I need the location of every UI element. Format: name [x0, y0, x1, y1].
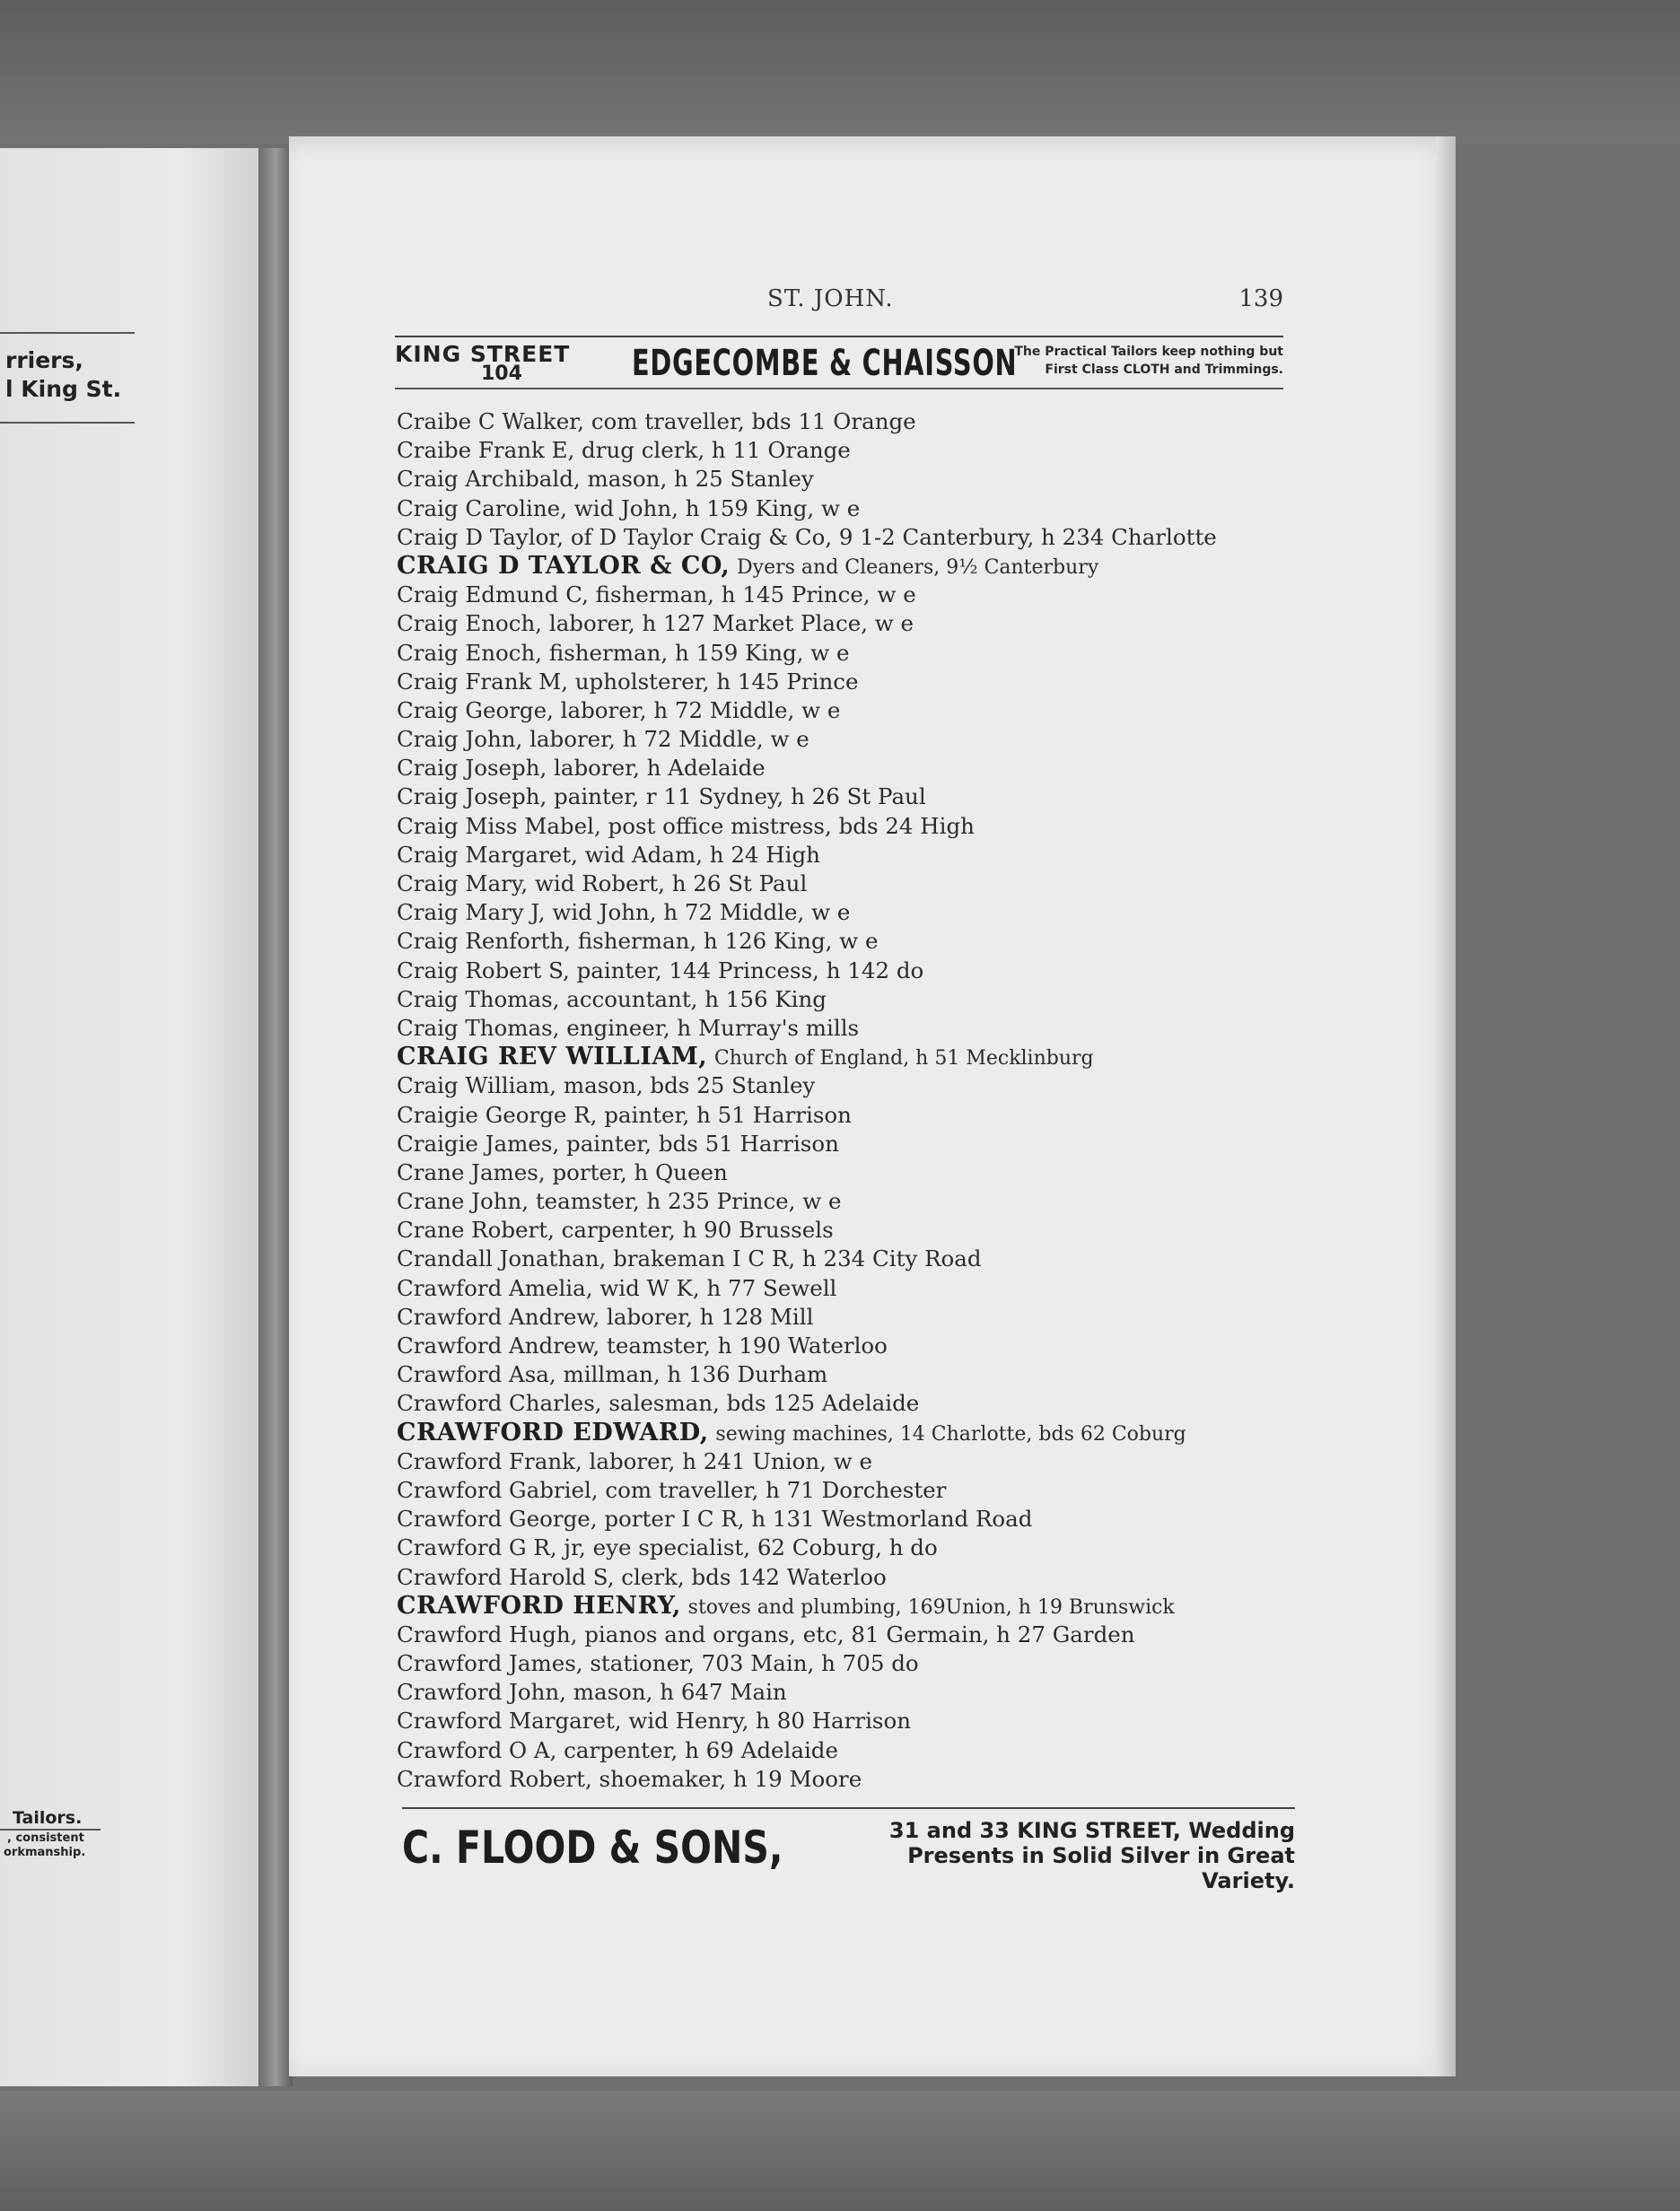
entry-text: Crane James, porter, h Queen — [397, 1158, 728, 1185]
entry-description: sewing machines, 14 Charlotte, bds 62 Coburg — [715, 1422, 1186, 1446]
directory-entry — [397, 1014, 1303, 1043]
directory-entry — [397, 782, 1303, 811]
directory-entry — [397, 1534, 1303, 1562]
entry-description: stoves and plumbing, 169Union, h 19 Brunswick — [687, 1595, 1175, 1619]
directory-entry — [397, 1765, 1303, 1794]
footer-advertisement — [402, 1807, 1295, 1893]
entry-text: Craig Thomas, accountant, h 156 King — [397, 985, 827, 1012]
entry-text: Crawford Frank, laborer, h 241 Union, w e — [397, 1447, 872, 1474]
directory-entry — [397, 927, 1303, 956]
directory-entry — [397, 957, 1303, 985]
directory-entry — [397, 1043, 1303, 1071]
footer-ad-tagline — [810, 1818, 1295, 1893]
directory-entry — [397, 1476, 1303, 1505]
footer-ad-firm-name: C. FLOOD & SONS, — [402, 1822, 783, 1874]
directory-entry — [397, 1621, 1303, 1649]
page-edge-shadow — [1436, 136, 1456, 2076]
entry-bold-name: CRAIG REV WILLIAM, — [397, 1043, 708, 1071]
entry-bold-name: CRAIG D TAYLOR & CO, — [397, 551, 731, 580]
directory-entry — [397, 754, 1303, 782]
facing-page-fragment: , consistent — [7, 1831, 84, 1845]
entry-text: Craig Joseph, laborer, h Adelaide — [397, 755, 766, 782]
entry-text: Crawford Andrew, laborer, h 128 Mill — [397, 1303, 814, 1330]
directory-entry — [397, 870, 1303, 898]
book-gutter — [258, 148, 293, 2086]
directory-entry — [397, 696, 1303, 725]
entry-text: Craig George, laborer, h 72 Middle, w e — [397, 696, 841, 723]
directory-entry — [397, 1447, 1303, 1476]
entry-text: Craig Miss Mabel, post office mistress, bds 24 High — [397, 812, 975, 839]
directory-entry — [397, 841, 1303, 870]
footer-ad-tagline-line: Presents in Solid Silver in Great Variety. — [907, 1843, 1295, 1893]
facing-page-left — [0, 148, 258, 2086]
entry-text: Crane John, teamster, h 235 Prince, w e — [397, 1188, 842, 1215]
directory-entry — [397, 1101, 1303, 1130]
entry-text: Craig Mary J, wid John, h 72 Middle, w e — [397, 899, 851, 926]
entry-text: Crawford Charles, salesman, bds 125 Adelaide — [397, 1390, 920, 1417]
directory-entry — [397, 1245, 1303, 1273]
directory-entry — [397, 1216, 1303, 1245]
entry-text: Craig John, laborer, h 72 Middle, w e — [397, 726, 809, 753]
entry-text: Craig Edmund C, fisherman, h 145 Prince, w e — [397, 581, 916, 608]
page-number: 139 — [1238, 285, 1283, 312]
directory-entry — [397, 1505, 1303, 1534]
entry-text: Crawford Robert, shoemaker, h 19 Moore — [397, 1765, 862, 1792]
entry-text: Crawford Harold S, clerk, bds 142 Waterloo — [397, 1563, 887, 1590]
directory-entry — [397, 407, 1303, 436]
ad-street-number: 104 — [481, 363, 522, 385]
entry-text: Craigie James, painter, bds 51 Harrison — [397, 1130, 839, 1157]
directory-entry — [397, 465, 1303, 494]
entry-text: Crawford Asa, millman, h 136 Durham — [397, 1361, 828, 1388]
entry-text: Craig Frank M, upholsterer, h 145 Prince — [397, 668, 859, 695]
scan-background-top — [0, 0, 1680, 144]
entry-text: Crawford Amelia, wid W K, h 77 Sewell — [397, 1274, 837, 1301]
directory-entry — [397, 1678, 1303, 1707]
facing-page-fragment: rriers, — [5, 347, 83, 373]
entry-text: Crawford Gabriel, com traveller, h 71 Dorchester — [397, 1476, 947, 1503]
entry-text: Crawford Margaret, wid Henry, h 80 Harrison — [397, 1708, 912, 1735]
directory-entry — [397, 1563, 1303, 1592]
directory-entry — [397, 812, 1303, 841]
directory-entry — [397, 639, 1303, 668]
entry-text: Craig Mary, wid Robert, h 26 St Paul — [397, 870, 808, 896]
directory-entry — [397, 1389, 1303, 1418]
footer-ad-tagline-line: 31 and 33 KING STREET, Wedding — [888, 1818, 1295, 1843]
directory-entry — [397, 985, 1303, 1014]
directory-entry — [397, 1649, 1303, 1678]
facing-page-rule — [0, 332, 135, 334]
entry-text: Craig Renforth, fisherman, h 126 King, w e — [397, 928, 879, 955]
directory-entries — [397, 407, 1303, 1794]
header-advertisement — [395, 336, 1283, 389]
entry-text: Crawford Andrew, teamster, h 190 Waterloo — [397, 1333, 888, 1359]
running-title: ST. JOHN. — [767, 285, 894, 312]
entry-description: Church of England, h 51 Mecklinburg — [713, 1047, 1094, 1071]
ad-firm-name: EDGECOMBE & CHAISSON — [632, 343, 1018, 384]
entry-text: Craig Enoch, fisherman, h 159 King, w e — [397, 639, 850, 666]
entry-bold-name: CRAWFORD EDWARD, — [397, 1418, 709, 1446]
directory-entry — [397, 494, 1303, 523]
directory-entry — [397, 725, 1303, 754]
directory-entry — [397, 552, 1303, 581]
entry-text: Crawford John, mason, h 647 Main — [397, 1679, 787, 1706]
directory-entry — [397, 436, 1303, 465]
entry-text: Craig D Taylor, of D Taylor Craig & Co, 9 1-2 Canterbury, h 234 Charlotte — [397, 523, 1217, 550]
directory-entry — [397, 1332, 1303, 1360]
directory-entry — [397, 1274, 1303, 1303]
entry-text: Crawford O A, carpenter, h 69 Adelaide — [397, 1736, 838, 1763]
directory-entry — [397, 1158, 1303, 1187]
entry-text: Craig Margaret, wid Adam, h 24 High — [397, 841, 820, 868]
entry-text: Crawford James, stationer, 703 Main, h 705 do — [397, 1650, 919, 1677]
directory-entry — [397, 898, 1303, 927]
directory-entry — [397, 523, 1303, 552]
facing-page-rule — [0, 1829, 101, 1831]
facing-page-fragment: orkmanship. — [4, 1846, 86, 1859]
facing-page-fragment: l King St. — [5, 376, 122, 402]
facing-page-fragment: Tailors. — [13, 1808, 83, 1828]
directory-entry — [397, 1303, 1303, 1332]
entry-text: Craig Joseph, painter, r 11 Sydney, h 26 St Paul — [397, 783, 926, 810]
entry-bold-name: CRAWFORD HENRY, — [397, 1591, 681, 1620]
entry-text: Craig Thomas, engineer, h Murray's mills — [397, 1014, 860, 1041]
scan-background-bottom — [0, 2091, 1680, 2211]
ad-tagline — [969, 343, 1283, 379]
directory-entry — [397, 581, 1303, 609]
directory-entry — [397, 668, 1303, 696]
entry-text: Craibe Frank E, drug clerk, h 11 Orange — [397, 437, 851, 464]
entry-text: Crawford George, porter I C R, h 131 Westmorland Road — [397, 1506, 1033, 1533]
entry-text: Craigie George R, painter, h 51 Harrison — [397, 1101, 852, 1128]
directory-entry — [397, 1071, 1303, 1100]
entry-text: Craig Robert S, painter, 144 Princess, h 142 do — [397, 957, 924, 983]
directory-entry — [397, 1187, 1303, 1216]
entry-text: Craig William, mason, bds 25 Stanley — [397, 1072, 816, 1099]
ad-location: KING STREET — [395, 341, 571, 367]
entry-text: Crawford Hugh, pianos and organs, etc, 81 Germain, h 27 Garden — [397, 1621, 1135, 1647]
ad-tagline-line: First Class CLOTH and Trimmings. — [1045, 363, 1283, 377]
directory-entry — [397, 1360, 1303, 1389]
directory-entry — [397, 1736, 1303, 1765]
facing-page-rule — [0, 422, 135, 424]
entry-description: Dyers and Cleaners, 9½ Canterbury — [737, 555, 1099, 579]
entry-text: Craig Archibald, mason, h 25 Stanley — [397, 466, 814, 493]
directory-entry — [397, 1707, 1303, 1735]
entry-text: Craibe C Walker, com traveller, bds 11 Orange — [397, 408, 916, 434]
entry-text: Crawford G R, jr, eye specialist, 62 Coburg, h do — [397, 1534, 938, 1561]
directory-entry — [397, 1419, 1303, 1447]
ad-tagline-line: The Practical Tailors keep nothing but — [1014, 345, 1283, 359]
directory-entry — [397, 609, 1303, 638]
directory-entry — [397, 1592, 1303, 1621]
entry-text: Crane Robert, carpenter, h 90 Brussels — [397, 1217, 834, 1244]
running-head — [386, 285, 1283, 316]
entry-text: Crandall Jonathan, brakeman I C R, h 234 City Road — [397, 1245, 982, 1272]
directory-entry — [397, 1130, 1303, 1158]
entry-text: Craig Enoch, laborer, h 127 Market Place, w e — [397, 610, 914, 637]
entry-text: Craig Caroline, wid John, h 159 King, w e — [397, 494, 861, 521]
